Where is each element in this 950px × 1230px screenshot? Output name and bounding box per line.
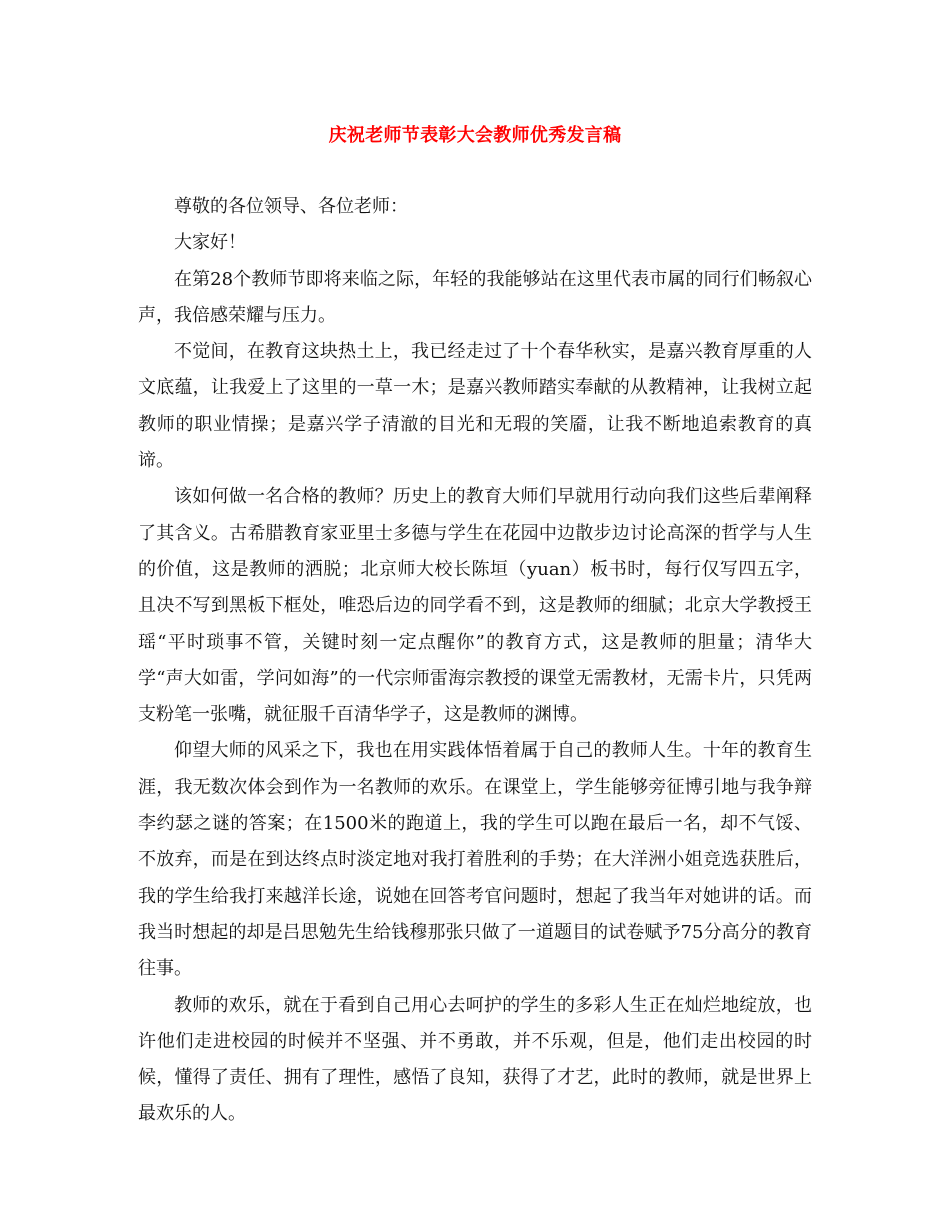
greeting: 大家好！ (174, 232, 246, 254)
paragraph-masters: 该如何做一名合格的教师？历史上的教育大师们早就用行动向我们这些后辈阐释了其含义。古希腊教育家亚里士多德与学生在花园中边散步边讨论高深的哲学与人生的价值，这是教师的洒脱；北京师大校长陈垣（yuan）板书时，每行仅写四五字，且决不写到黑板下框处，唯恐后边的同学看不到，这是教师的细腻；北京大学教授王瑶“平时琐事不管，关键时刻一定点醒你”的教育方式，这是教师的胆量；清华大学“声大如雷，学问如海”的一代宗师雷海宗教授的课堂无需教材，无需卡片，只凭两支粉笔一张嘴，就征服千百清华学子，这是教师的渊博。 (138, 486, 812, 726)
document-body (138, 189, 812, 1133)
document-title: 庆祝老师节表彰大会教师优秀发言稿 (328, 125, 622, 146)
salutation: 尊敬的各位领导、各位老师： (174, 196, 408, 217)
paragraph-intro: 在第28个教师节即将来临之际，年轻的我能够站在这里代表市属的同行们畅叙心声，我倍感荣耀与压力。 (138, 268, 812, 326)
paragraph-decade: 不觉间，在教育这块热土上，我已经走过了十个春华秋实，是嘉兴教育厚重的人文底蕴，让我爱上了这里的一草一木；是嘉兴教师踏实奉献的从教精神，让我树立起教师的职业情操；是嘉兴学子清澈的目光和无瑕的笑靥，让我不断地追索教育的真谛。 (138, 341, 812, 472)
paragraph-joy-experiences: 仰望大师的风采之下，我也在用实践体悟着属于自己的教师人生。十年的教育生涯，我无数次体会到作为一名教师的欢乐。在课堂上，学生能够旁征博引地与我争辩李约瑟之谜的答案；在1500米的跑道上，我的学生可以跑在最后一名，却不气馁、不放弃，而是在到达终点时淡定地对我打着胜利的手势；在大洋洲小姐竞选获胜后，我的学生给我打来越洋长途，说她在回答考官问题时，想起了我当年对她讲的话。而我当时想起的却是吕思勉先生给钱穆那张只做了一道题目的试卷赋予75分高分的教育往事。 (138, 740, 812, 980)
paragraph-teacher-joy: 教师的欢乐，就在于看到自己用心去呵护的学生的多彩人生正在灿烂地绽放，也许他们走进校园的时候并不坚强、并不勇敢，并不乐观，但是，他们走出校园的时候，懂得了责任、拥有了理性，感悟了良知，获得了才艺，此时的教师，就是世界上最欢乐的人。 (138, 994, 812, 1125)
